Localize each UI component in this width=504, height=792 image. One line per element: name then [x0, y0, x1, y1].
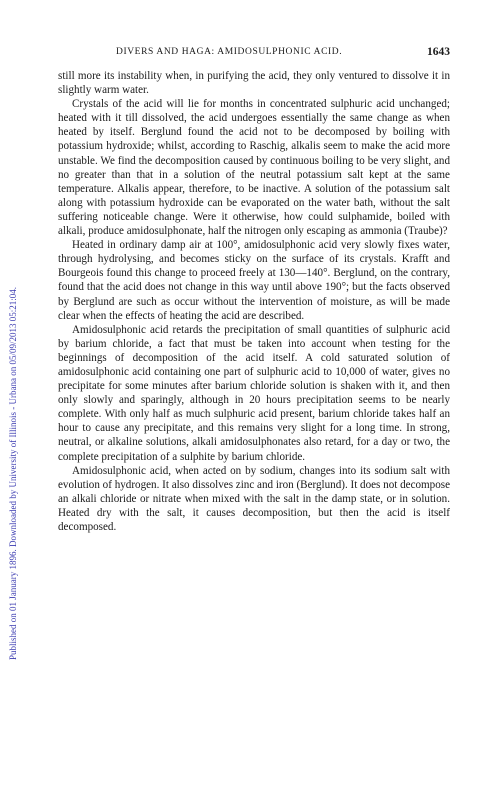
paragraph: Heated in ordinary damp air at 100°, amidosulphonic acid very slowly fixes water, through hydrolysing, and becomes sticky on the surface of its crystals. Krafft and Bourgeois found this change to proceed freely at 130—140°. Berglund, on the contrary, found that the acid does not change in this way until above 190°; but the facts observed by Berglund are such as occur without the intervention of moisture, as will be made clear when the effects of heating the acid are described. — [58, 239, 450, 322]
paragraph: Amidosulphonic acid, when acted on by sodium, changes into its sodium salt with evolution of hydrogen. It also dissolves zinc and iron (Berglund). It does not decompose an alkali chloride or nitrate when mixed with the salt in the damp state, or in solution. Heated dry with the salt, it causes decomposition, but then the acid is itself decomposed. — [58, 464, 451, 533]
download-watermark — [6, 70, 20, 660]
paragraph: Amidosulphonic acid retards the precipitation of small quantities of sulphuric acid by barium chloride, a fact that must be taken into account when testing for the beginnings of decomposition of the acid itself. A cold saturated solution of amidosulphonic acid containing one part of sulphuric acid to 10,000 of water, gives no precipitate for some minutes after barium chloride solution is shaken with it, and then only slowly and sparingly, although in 20 hours precipitation seems to be nearly complete. With only half as much sulphuric acid present, barium chloride takes half an hour to cause any precipitate, and this remains very slight for a long time. In strong, neutral, or alkaline solutions, alkali amidosulphonates also retard, for a day or two, the complete precipitation of a sulphite by barium chloride. — [58, 323, 450, 463]
article-body — [58, 69, 450, 534]
paragraph: Crystals of the acid will lie for months in concentrated sulphuric acid unchanged; heated with it till dissolved, the acid undergoes essentially the same change as when heated by itself. Berglund found the acid not to be decomposed by boiling with potassium hydroxide; whilst, according to Raschig, alkalis seem to make the acid more unstable. We find the decomposition caused by continuous boiling to be very slight, and no greater than that in a solution of the neutral potassium salt kept at the same temperature. Alkalis appear, therefore, to be inactive. A solution of the potassium salt along with potassium hydroxide can be evaporated on the water bath, without the salt suffering noticeable change. Were it otherwise, how could sulphamide, boiled with alkali, produce amidosulphonate, half the nitrogen only escaping as ammonia (Traube)? — [58, 98, 450, 238]
page-number: 1643 — [427, 46, 450, 58]
running-head: DIVERS AND HAGA: AMIDOSULPHONIC ACID. — [116, 47, 343, 57]
watermark-text: Published on 01 January 1896. Downloaded by University of Illinois - Urbana on 05/09/2013 05:21:04. — [8, 287, 18, 660]
page-header — [58, 47, 450, 63]
paragraph-continued: still more its instability when, in purifying the acid, they only ventured to dissolve it in slightly warm water. — [58, 70, 450, 97]
